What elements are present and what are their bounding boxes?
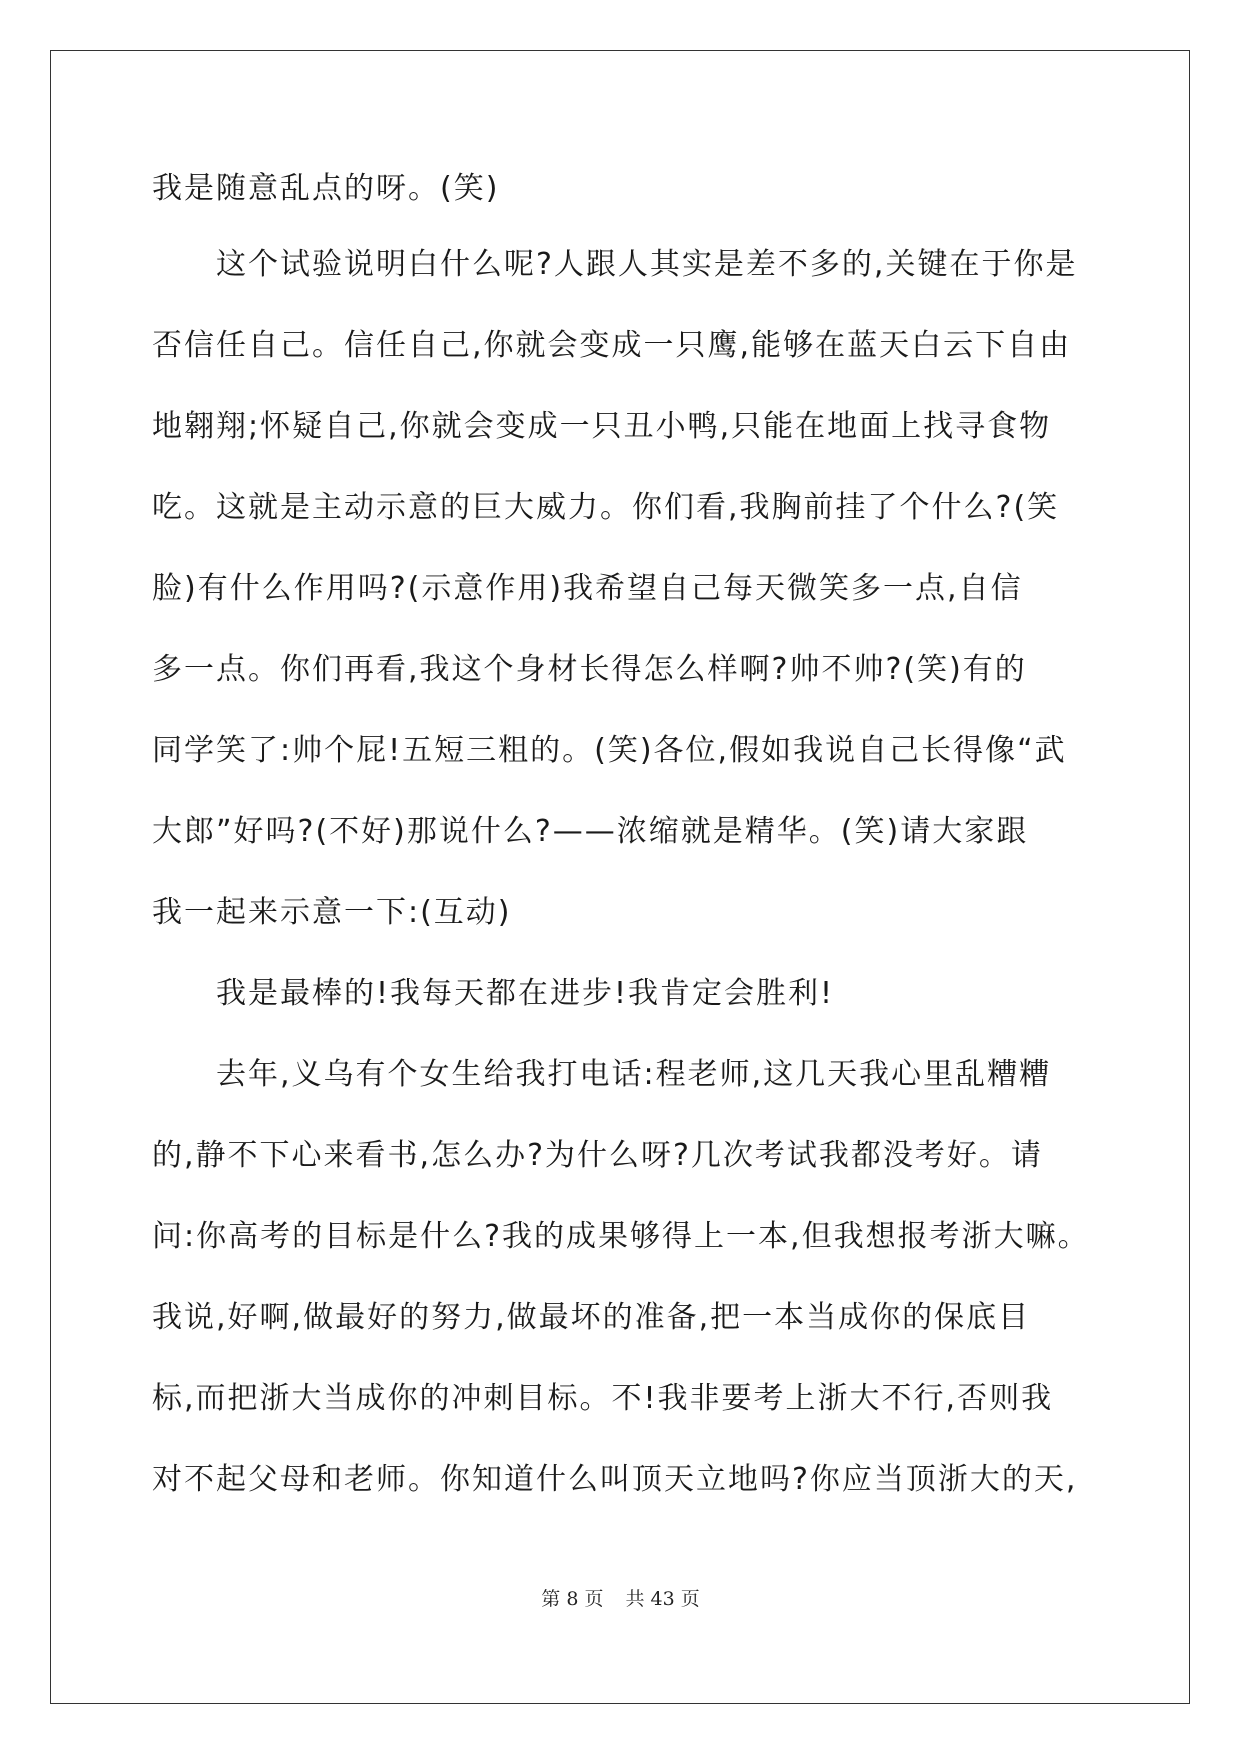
text-line: 这个试验说明白什么呢?人跟人其实是差不多的,关键在于你是 xyxy=(216,247,1078,282)
page-number: 第 8 页 xyxy=(541,1588,604,1610)
text-line: 否信任自己。信任自己,你就会变成一只鹰,能够在蓝天白云下自由 xyxy=(152,328,1072,363)
text-line: 多一点。你们再看,我这个身材长得怎么样啊?帅不帅?(笑)有的 xyxy=(152,652,1027,687)
text-line: 地翱翔;怀疑自己,你就会变成一只丑小鸭,只能在地面上找寻食物 xyxy=(152,409,1052,444)
text-line: 的,静不下心来看书,怎么办?为什么呀?几次考试我都没考好。请 xyxy=(152,1138,1043,1173)
page-footer xyxy=(0,1584,1241,1611)
text-line: 对不起父母和老师。你知道什么叫顶天立地吗?你应当顶浙大的天, xyxy=(152,1462,1078,1497)
text-line: 问:你高考的目标是什么?我的成果够得上一本,但我想报考浙大嘛。 xyxy=(152,1219,1090,1254)
text-line: 同学笑了:帅个屁!五短三粗的。(笑)各位,假如我说自己长得像“武 xyxy=(152,733,1067,768)
total-pages: 共 43 页 xyxy=(625,1588,700,1610)
text-line: 大郎”好吗?(不好)那说什么?——浓缩就是精华。(笑)请大家跟 xyxy=(152,814,1029,849)
document-body xyxy=(152,154,1097,1520)
text-line: 我说,好啊,做最好的努力,做最坏的准备,把一本当成你的保底目 xyxy=(152,1300,1031,1335)
text-line: 脸)有什么作用吗?(示意作用)我希望自己每天微笑多一点,自信 xyxy=(152,571,1023,606)
text-line: 我一起来示意一下:(互动) xyxy=(152,895,512,930)
text-line: 标,而把浙大当成你的冲刺目标。不!我非要考上浙大不行,否则我 xyxy=(152,1381,1054,1416)
text-line: 吃。这就是主动示意的巨大威力。你们看,我胸前挂了个什么?(笑 xyxy=(152,490,1060,525)
text-line: 我是最棒的!我每天都在进步!我肯定会胜利! xyxy=(216,976,835,1011)
text-line: 我是随意乱点的呀。(笑) xyxy=(152,171,500,206)
text-line: 去年,义乌有个女生给我打电话:程老师,这几天我心里乱糟糟 xyxy=(216,1057,1052,1092)
